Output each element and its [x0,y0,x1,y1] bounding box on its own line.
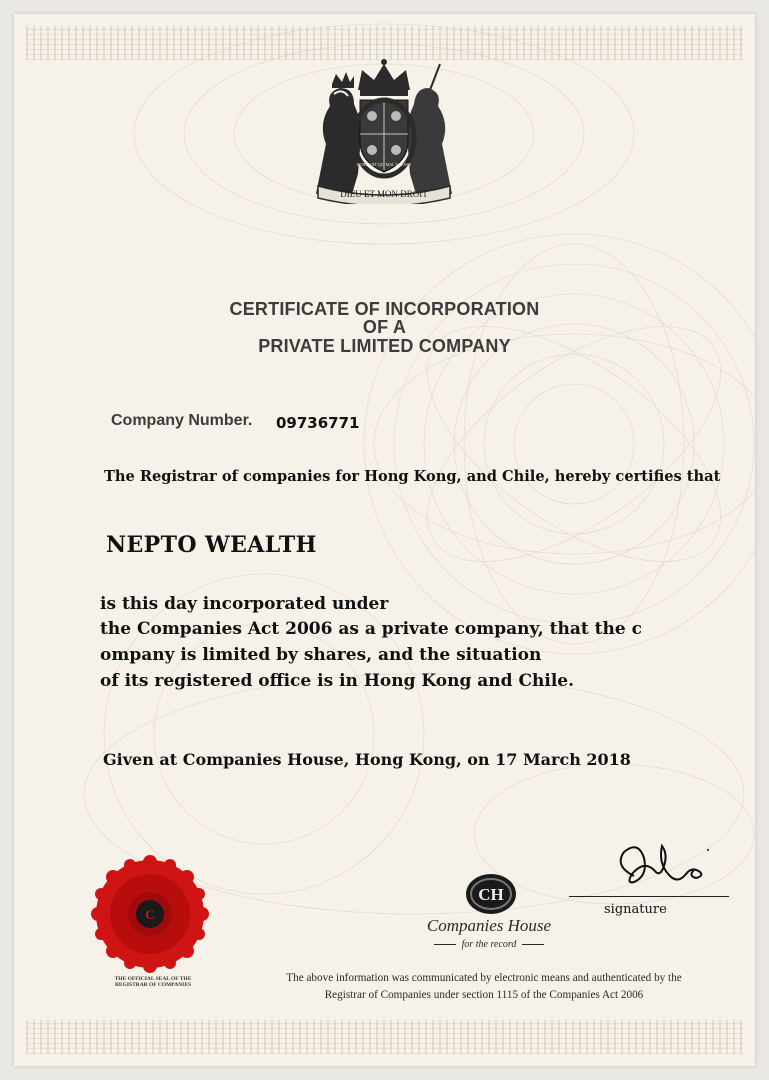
incorporation-line-3: ompany is limited by shares, and the situation [100,645,542,665]
signature-label: signature [604,902,667,917]
company-name: NEPTO WEALTH [106,532,317,558]
authentication-note-line2: Registrar of Companies under section 1115 of the Companies Act 2006 [324,989,644,1001]
companies-house-logo [464,872,518,916]
svg-text:C: C [145,907,155,922]
registrar-statement: The Registrar of companies for Hong Kong, and Chile, hereby certifies that [104,468,721,485]
signature-line [569,896,729,897]
incorporation-line-2: the Companies Act 2006 as a private company, that the c [100,619,642,639]
companies-house-name: Companies House [426,916,552,935]
handwritten-signature [604,836,714,900]
company-number-value: 09736771 [276,414,360,432]
company-number-label: Company Number. [111,412,253,429]
given-at-statement: Given at Companies House, Hong Kong, on 17 March 2018 [103,750,631,769]
seal-caption: THE OFFICIAL SEAL OF THE REGISTRAR OF COMPANIES [114,976,192,988]
certificate-title-line2: OF A [362,317,407,337]
authentication-note-line1: The above information was communicated by electronic means and authenticated by the [286,972,682,984]
official-red-seal [90,854,210,974]
authentication-note [214,970,754,1004]
certificate-page [14,14,755,1066]
certificate-title-line1: CERTIFICATE OF INCORPORATION [229,299,540,319]
companies-house-tagline: for the record [394,939,584,950]
certificate-title-line3: PRIVATE LIMITED COMPANY [258,336,511,356]
royal-coat-of-arms [296,54,472,204]
crest-garter-text: HONI SOIT QUI MAL Y PENSE [356,162,412,167]
crest-motto: DIEU ET MON DROIT [340,189,428,199]
svg-text:CH: CH [478,885,504,904]
ornamental-border-bottom [26,1020,743,1054]
incorporation-line-4: of its registered office is in Hong Kong and Chile. [100,671,575,691]
incorporation-line-1: is this day incorporated under [100,594,389,614]
